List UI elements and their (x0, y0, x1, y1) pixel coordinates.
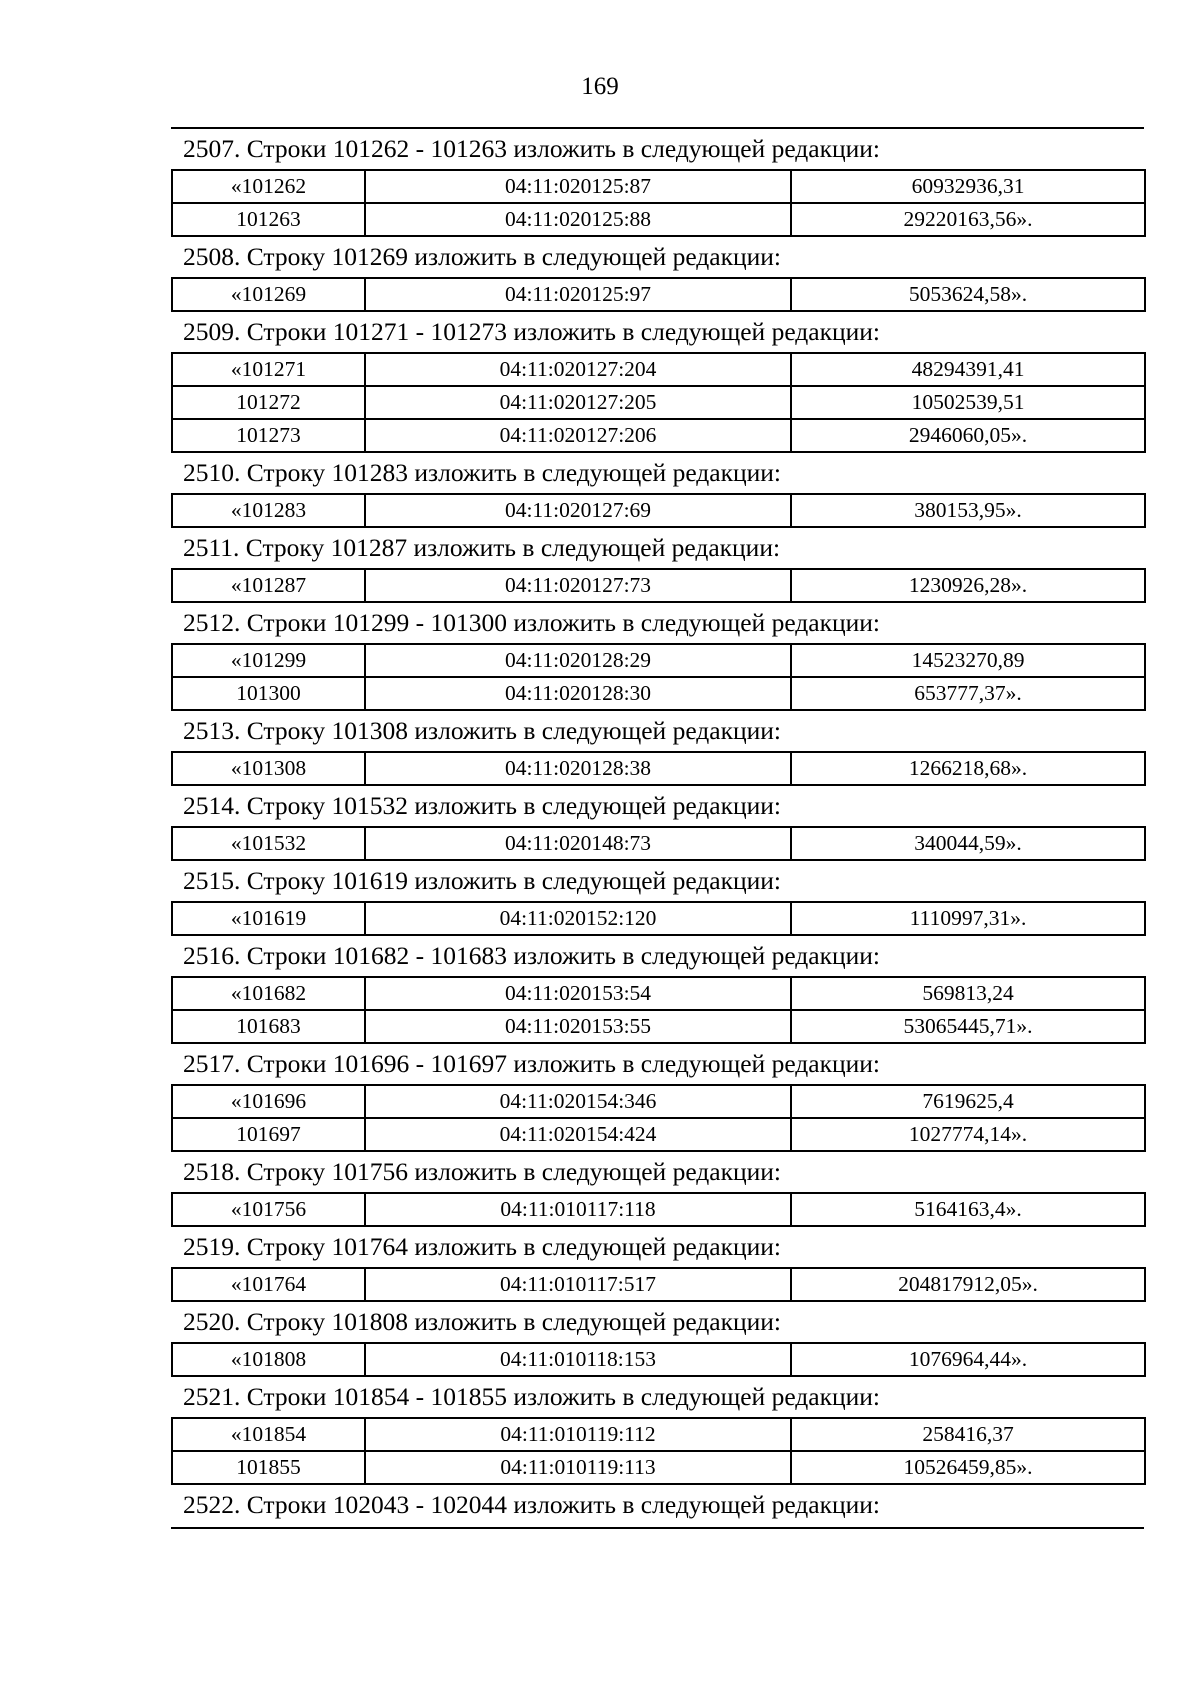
row-number-cell: 101855 (172, 1451, 365, 1484)
amendment-instruction: 2516. Строки 101682 - 101683 изложить в следующей редакции: (183, 941, 881, 970)
amendment-block (171, 1302, 1144, 1377)
amendment-instruction: 2508. Строку 101269 изложить в следующей редакции: (183, 242, 782, 271)
value-cell: 380153,95». (791, 494, 1145, 527)
amendment-instruction: 2511. Строку 101287 изложить в следующей редакции: (183, 533, 781, 562)
value-cell: 10502539,51 (791, 386, 1145, 419)
row-number-cell: 101273 (172, 419, 365, 452)
amendment-table (171, 1267, 1146, 1302)
cadastral-number-cell: 04:11:010117:517 (365, 1268, 791, 1301)
cadastral-number-cell: 04:11:020154:424 (365, 1118, 791, 1151)
cadastral-number-cell: 04:11:020127:69 (365, 494, 791, 527)
value-cell: 7619625,4 (791, 1085, 1145, 1118)
table-row (172, 419, 1145, 452)
amendment-instruction: 2522. Строки 102043 - 102044 изложить в следующей редакции: (183, 1490, 881, 1519)
row-number-cell: «101262 (172, 170, 365, 203)
table-row (172, 827, 1145, 860)
row-number-cell: «101308 (172, 752, 365, 785)
row-number-cell: 101272 (172, 386, 365, 419)
table-row (172, 1193, 1145, 1226)
table-row (172, 752, 1145, 785)
value-cell: 5053624,58». (791, 278, 1145, 311)
row-number-cell: «101854 (172, 1418, 365, 1451)
table-row (172, 1010, 1145, 1043)
amendment-table (171, 826, 1146, 861)
table-row (172, 677, 1145, 710)
value-cell: 5164163,4». (791, 1193, 1145, 1226)
amendment-instruction: 2515. Строку 101619 изложить в следующей редакции: (183, 866, 782, 895)
row-number-cell: 101300 (172, 677, 365, 710)
amendment-instruction: 2517. Строки 101696 - 101697 изложить в следующей редакции: (183, 1049, 881, 1078)
amendment-table (171, 1192, 1146, 1227)
amendment-table (171, 1417, 1146, 1485)
cadastral-number-cell: 04:11:020125:97 (365, 278, 791, 311)
row-number-cell: «101271 (172, 353, 365, 386)
cadastral-number-cell: 04:11:020153:54 (365, 977, 791, 1010)
amendment-table (171, 352, 1146, 453)
amendment-table (171, 1084, 1146, 1152)
row-number-cell: «101269 (172, 278, 365, 311)
value-cell: 1027774,14». (791, 1118, 1145, 1151)
cadastral-number-cell: 04:11:020127:73 (365, 569, 791, 602)
value-cell: 2946060,05». (791, 419, 1145, 452)
amendment-table (171, 751, 1146, 786)
cadastral-number-cell: 04:11:020125:87 (365, 170, 791, 203)
amendment-block (171, 711, 1144, 786)
table-row (172, 902, 1145, 935)
row-number-cell: «101299 (172, 644, 365, 677)
value-cell: 258416,37 (791, 1418, 1145, 1451)
table-row (172, 353, 1145, 386)
value-cell: 653777,37». (791, 677, 1145, 710)
amendment-block (171, 786, 1144, 861)
value-cell: 1266218,68». (791, 752, 1145, 785)
amendment-instruction: 2519. Строку 101764 изложить в следующей редакции: (183, 1232, 782, 1261)
amendment-block (171, 1044, 1144, 1152)
amendment-block (171, 603, 1144, 711)
row-number-cell: 101697 (172, 1118, 365, 1151)
value-cell: 569813,24 (791, 977, 1145, 1010)
row-number-cell: «101532 (172, 827, 365, 860)
row-number-cell: «101619 (172, 902, 365, 935)
row-number-cell: «101283 (172, 494, 365, 527)
table-row (172, 1268, 1145, 1301)
cadastral-number-cell: 04:11:020152:120 (365, 902, 791, 935)
amendment-table (171, 277, 1146, 312)
row-number-cell: 101683 (172, 1010, 365, 1043)
amendment-table (171, 901, 1146, 936)
amendment-block (171, 453, 1144, 528)
amendment-instruction: 2513. Строку 101308 изложить в следующей редакции: (183, 716, 782, 745)
amendment-block (171, 312, 1144, 453)
amendment-instruction: 2512. Строки 101299 - 101300 изложить в следующей редакции: (183, 608, 881, 637)
cadastral-number-cell: 04:11:020148:73 (365, 827, 791, 860)
table-row (172, 203, 1145, 236)
table-row (172, 569, 1145, 602)
cadastral-number-cell: 04:11:020127:206 (365, 419, 791, 452)
table-row (172, 278, 1145, 311)
amendment-block (171, 528, 1144, 603)
amendment-block (171, 1152, 1144, 1227)
amendment-block (171, 861, 1144, 936)
cadastral-number-cell: 04:11:020154:346 (365, 1085, 791, 1118)
value-cell: 29220163,56». (791, 203, 1145, 236)
cadastral-number-cell: 04:11:010117:118 (365, 1193, 791, 1226)
amendment-instruction: 2507. Строки 101262 - 101263 изложить в следующей редакции: (183, 134, 881, 163)
cadastral-number-cell: 04:11:020125:88 (365, 203, 791, 236)
amendment-table (171, 169, 1146, 237)
amendment-table (171, 493, 1146, 528)
table-row (172, 1418, 1145, 1451)
cadastral-number-cell: 04:11:020128:38 (365, 752, 791, 785)
amendment-table (171, 568, 1146, 603)
cadastral-number-cell: 04:11:020127:205 (365, 386, 791, 419)
value-cell: 14523270,89 (791, 644, 1145, 677)
table-row (172, 1451, 1145, 1484)
amendment-instruction: 2518. Строку 101756 изложить в следующей редакции: (183, 1157, 782, 1186)
amendment-block (171, 129, 1144, 237)
table-row (172, 1085, 1145, 1118)
amendment-instruction: 2520. Строку 101808 изложить в следующей редакции: (183, 1307, 782, 1336)
cadastral-number-cell: 04:11:010118:153 (365, 1343, 791, 1376)
row-number-cell: 101263 (172, 203, 365, 236)
table-row (172, 386, 1145, 419)
amendment-block (171, 1485, 1144, 1525)
table-row (172, 170, 1145, 203)
amendment-block (171, 936, 1144, 1044)
row-number-cell: «101764 (172, 1268, 365, 1301)
amendment-instruction: 2521. Строки 101854 - 101855 изложить в следующей редакции: (183, 1382, 881, 1411)
amendment-instruction: 2514. Строку 101532 изложить в следующей редакции: (183, 791, 782, 820)
cadastral-number-cell: 04:11:010119:113 (365, 1451, 791, 1484)
row-number-cell: «101756 (172, 1193, 365, 1226)
amendment-instruction: 2510. Строку 101283 изложить в следующей редакции: (183, 458, 782, 487)
table-row (172, 1343, 1145, 1376)
value-cell: 1230926,28». (791, 569, 1145, 602)
value-cell: 1110997,31». (791, 902, 1145, 935)
row-number-cell: «101696 (172, 1085, 365, 1118)
cadastral-number-cell: 04:11:020153:55 (365, 1010, 791, 1043)
amendment-block (171, 1227, 1144, 1302)
amendment-table (171, 643, 1146, 711)
cadastral-number-cell: 04:11:020127:204 (365, 353, 791, 386)
amendment-instruction: 2509. Строки 101271 - 101273 изложить в следующей редакции: (183, 317, 881, 346)
cadastral-number-cell: 04:11:020128:29 (365, 644, 791, 677)
value-cell: 204817912,05». (791, 1268, 1145, 1301)
value-cell: 60932936,31 (791, 170, 1145, 203)
row-number-cell: «101682 (172, 977, 365, 1010)
amendments-list (171, 127, 1144, 1529)
value-cell: 10526459,85». (791, 1451, 1145, 1484)
table-row (172, 1118, 1145, 1151)
page-number: 169 (581, 73, 619, 100)
value-cell: 340044,59». (791, 827, 1145, 860)
table-row (172, 644, 1145, 677)
table-row (172, 494, 1145, 527)
value-cell: 1076964,44». (791, 1343, 1145, 1376)
value-cell: 48294391,41 (791, 353, 1145, 386)
amendment-table (171, 976, 1146, 1044)
table-row (172, 977, 1145, 1010)
value-cell: 53065445,71». (791, 1010, 1145, 1043)
amendment-block (171, 237, 1144, 312)
row-number-cell: «101808 (172, 1343, 365, 1376)
amendment-table (171, 1342, 1146, 1377)
amendment-block (171, 1377, 1144, 1485)
cadastral-number-cell: 04:11:010119:112 (365, 1418, 791, 1451)
cadastral-number-cell: 04:11:020128:30 (365, 677, 791, 710)
row-number-cell: «101287 (172, 569, 365, 602)
